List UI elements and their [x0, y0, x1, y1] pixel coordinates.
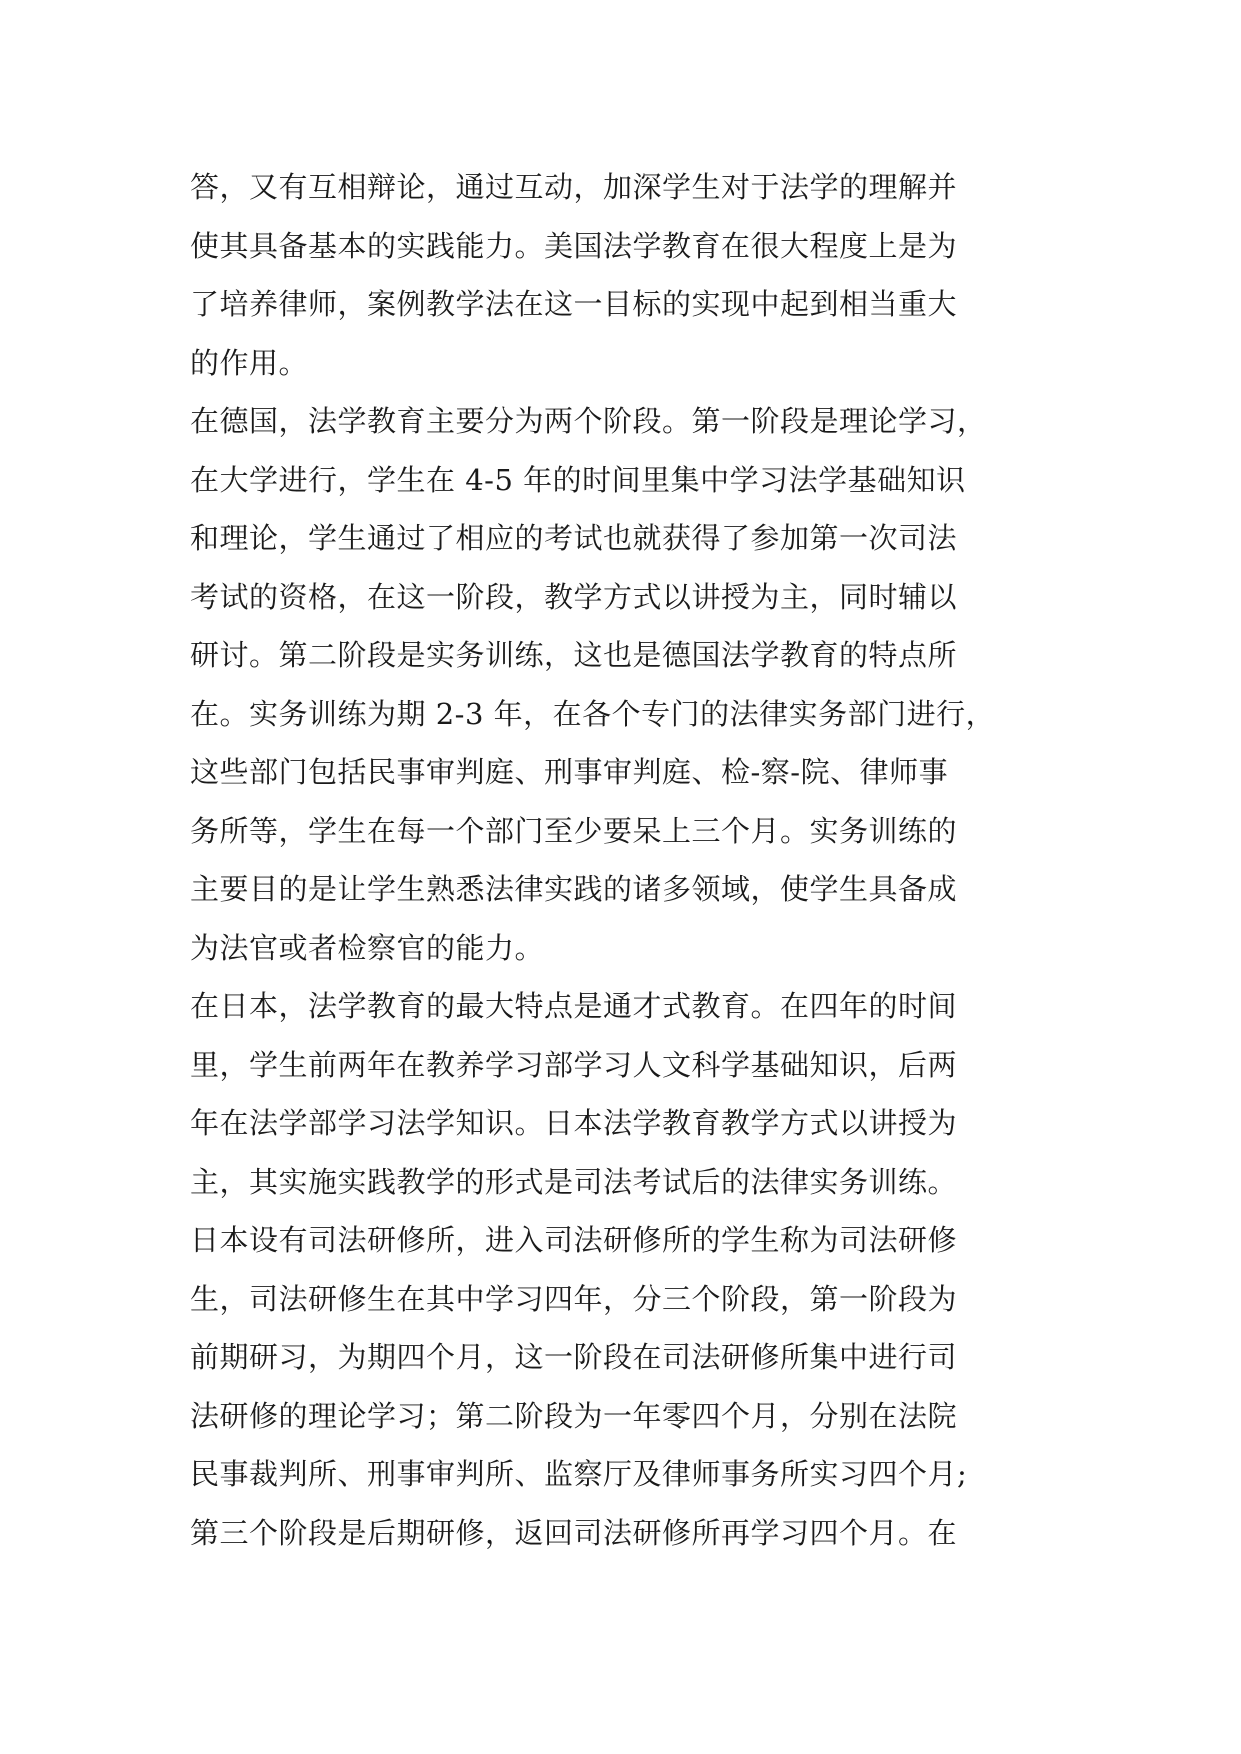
text-line: 研讨。第二阶段是实务训练，这也是德国法学教育的特点所: [190, 638, 958, 672]
text-line: 务所等，学生在每一个部门至少要呆上三个月。实务训练的: [190, 813, 958, 848]
text-line: 和理论，学生通过了相应的考试也就获得了参加第一次司法: [190, 521, 958, 555]
text-line: 生，司法研修生在其中学习四年，分三个阶段，第一阶段为: [190, 1281, 958, 1316]
text-line: 主，其实施实践教学的形式是司法考试后的法律实务训练。: [190, 1164, 958, 1199]
text-line: 法研修的理论学习；第二阶段为一年零四个月，分别在法院: [190, 1398, 958, 1433]
text-line: 在大学进行，学生在 4-5 年的时间里集中学习法学基础知识: [190, 462, 966, 497]
text-line: 了培养律师，案例教学法在这一目标的实现中起到相当重大: [190, 287, 958, 321]
text-line: 前期研习，为期四个月，这一阶段在司法研修所集中进行司: [190, 1340, 958, 1374]
text-line: 在。实务训练为期 2-3 年，在各个专门的法律实务部门进行，: [190, 696, 996, 731]
text-line: 在德国，法学教育主要分为两个阶段。第一阶段是理论学习，: [190, 404, 987, 438]
body-text: [190, 158, 1070, 1562]
text-line: 这些部门包括民事审判庭、刑事审判庭、检-察-院、律师事: [190, 755, 949, 789]
text-line: 为法官或者检察官的能力。: [190, 930, 545, 965]
text-line: 使其具备基本的实践能力。美国法学教育在很大程度上是为: [190, 228, 958, 263]
text-line: 在日本，法学教育的最大特点是通才式教育。在四年的时间: [190, 989, 958, 1023]
text-line: 里，学生前两年在教养学习部学习人文科学基础知识，后两: [190, 1047, 958, 1082]
text-line: 民事裁判所、刑事审判所、监察厅及律师事务所实习四个月;: [190, 1457, 968, 1491]
text-line: 答，又有互相辩论，通过互动，加深学生对于法学的理解并: [190, 170, 958, 204]
text-line: 年在法学部学习法学知识。日本法学教育教学方式以讲授为: [190, 1106, 958, 1140]
text-line: 的作用。: [190, 345, 309, 380]
text-line: 日本设有司法研修所，进入司法研修所的学生称为司法研修: [190, 1223, 958, 1257]
text-line: 主要目的是让学生熟悉法律实践的诸多领域，使学生具备成: [190, 872, 958, 906]
text-line: 考试的资格，在这一阶段，教学方式以讲授为主，同时辅以: [190, 579, 958, 614]
text-line: 第三个阶段是后期研修，返回司法研修所再学习四个月。在: [190, 1515, 958, 1550]
